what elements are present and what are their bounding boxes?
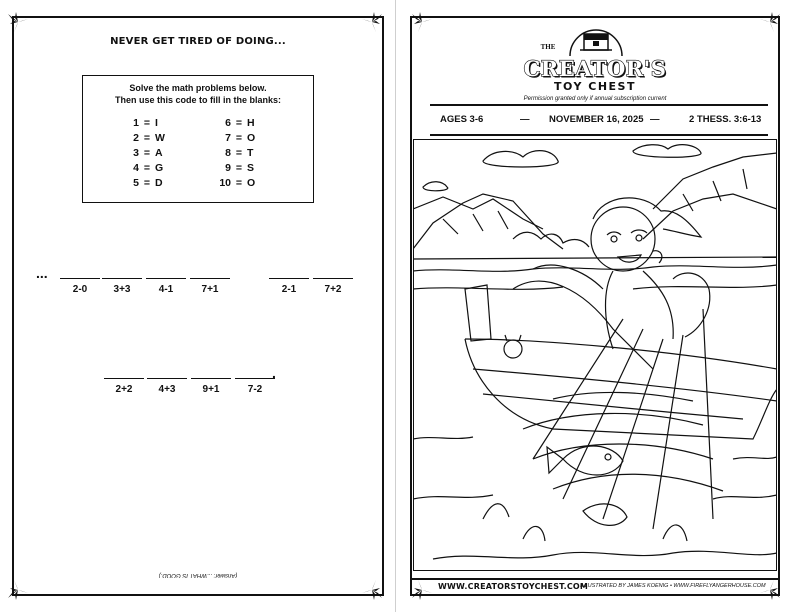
illustrator-credit: ILLUSTRATED BY JAMES KOENIG • WWW.FIREFLYANGERHOUSE.COM [580,583,766,589]
code-row [123,131,169,146]
code-letter: I [155,117,158,129]
math-problem: 7-2 [247,384,263,395]
page-divider [395,0,396,612]
code-row [123,116,169,131]
permission-note: Permission granted only if annual subscription current [523,96,667,102]
upside-down-answer: (Answer: ...WHAT IS GOOD.) [158,572,238,578]
code-letter: O [247,132,256,144]
sentence-period: . [272,365,276,381]
code-letter: A [155,147,163,159]
code-column-left [123,116,169,191]
code-letter: O [247,177,256,189]
lesson-date: NOVEMBER 16, 2025 [549,114,644,125]
equals-sign: = [143,147,151,159]
answer-blank[interactable] [102,278,142,295]
code-row [207,146,261,161]
code-row [207,131,261,146]
answer-blank[interactable] [60,278,100,295]
math-problem: 4-1 [158,284,174,295]
equals-sign: = [235,132,243,144]
palm-leaf-icon [360,578,384,602]
code-letter: W [155,132,165,144]
math-problem: 2+2 [115,384,133,395]
instruction-line: Then use this code to fill in the blanks: [114,95,282,105]
separator-dash: — [650,114,660,125]
code-row [123,161,169,176]
toy-chest-icon [562,26,630,56]
equals-sign: = [235,147,243,159]
equals-sign: = [143,177,151,189]
equals-sign: = [235,177,243,189]
code-key-box [82,75,314,203]
code-column-right [207,116,261,191]
page-heading: NEVER GET TIRED OF DOING... [110,36,286,47]
answer-blank[interactable] [313,278,353,295]
palm-leaf-icon [6,10,30,34]
code-row [207,161,261,176]
logo-subtitle: TOY CHEST [554,80,636,93]
palm-leaf-icon [410,10,434,34]
math-problem: 2-0 [72,284,88,295]
palm-leaf-icon [360,10,384,34]
instructions [83,82,313,106]
instruction-line: Solve the math problems below. [129,83,267,93]
code-row [207,176,261,191]
code-letter: H [247,117,255,129]
footer-bar [410,578,780,596]
scripture-reference: 2 THESS. 3:6-13 [689,114,762,125]
code-number: 6 [225,117,231,129]
code-number: 3 [133,147,139,159]
math-problem: 7+1 [201,284,219,295]
code-letter: G [155,162,164,174]
code-row [207,116,261,131]
code-number: 4 [133,162,139,174]
equals-sign: = [235,162,243,174]
answer-blank[interactable] [104,378,144,395]
math-problem: 2-1 [281,284,297,295]
code-number: 8 [225,147,231,159]
equals-sign: = [143,162,151,174]
answer-blank[interactable] [191,378,231,395]
logo-title: CREATOR'S [523,56,667,81]
code-number: 2 [133,132,139,144]
math-problem: 4+3 [158,384,176,395]
equals-sign: = [235,117,243,129]
code-number: 10 [219,177,231,189]
math-problem: 9+1 [202,384,220,395]
code-number: 5 [133,177,139,189]
code-letter: D [155,177,163,189]
ellipsis: ... [36,265,48,281]
logo-the: THE [540,43,556,51]
website-link[interactable]: WWW.CREATORSTOYCHEST.COM [438,582,589,591]
code-number: 1 [133,117,139,129]
palm-leaf-icon [758,10,782,34]
separator-dash: — [520,114,530,125]
info-bar [430,104,768,136]
answer-blank[interactable] [190,278,230,295]
math-problem: 7+2 [324,284,342,295]
code-number: 7 [225,132,231,144]
code-number: 9 [225,162,231,174]
code-letter: T [247,147,254,159]
equals-sign: = [143,117,151,129]
equals-sign: = [143,132,151,144]
answer-blank[interactable] [147,378,187,395]
palm-leaf-icon [6,578,30,602]
boy-fishing-net-illustration [413,139,777,571]
creators-toy-chest-logo [510,26,680,106]
code-letter: S [247,162,255,174]
math-problem: 3+3 [113,284,131,295]
answer-blank[interactable] [146,278,186,295]
answer-blank[interactable] [269,278,309,295]
code-row [123,176,169,191]
answer-blank[interactable] [235,378,275,395]
coloring-illustration [413,139,777,571]
code-row [123,146,169,161]
age-range: AGES 3-6 [440,114,484,125]
